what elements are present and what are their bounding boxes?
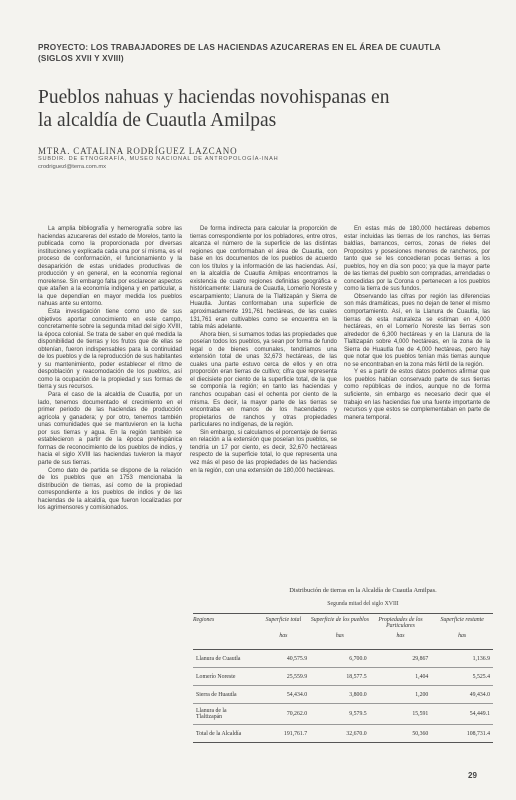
unit-cell: has bbox=[310, 633, 370, 650]
header-superficie-restante: Superficie restante bbox=[431, 614, 493, 634]
project-line-1: PROYECTO: LOS TRABAJADORES DE LAS HACIENDAS AZUCARERAS EN EL ÁREA DE CUAUTLA bbox=[38, 43, 441, 52]
table-row bbox=[193, 704, 493, 725]
land-distribution-table bbox=[193, 613, 493, 743]
table-title: Distribución de tierras en la Alcaldía de Cuautla Amilpas. bbox=[289, 587, 437, 594]
value-cell: 18,577.5 bbox=[310, 668, 370, 686]
value-cell: 191,761.7 bbox=[257, 725, 310, 743]
value-cell: 40,575.9 bbox=[257, 650, 310, 668]
header-superficie-total: Superficie total bbox=[257, 614, 310, 634]
header-superficie-pueblos: Superficie de los pueblos bbox=[310, 614, 370, 634]
table-row bbox=[193, 668, 493, 686]
project-heading bbox=[38, 42, 488, 64]
author-name: MTRA. CATALINA RODRÍGUEZ LAZCANO bbox=[38, 146, 238, 156]
value-cell: 6,700.0 bbox=[310, 650, 370, 668]
title-line-2: la alcaldía de Cuautla Amilpas bbox=[38, 110, 277, 131]
paragraph: Sin embargo, si calculamos el porcentaje de tierras en relación a la extensión que poseían los pueblos, se tendría un 17 por ciento, es decir, 32,670 hectáreas respecto de la superficie total, lo que representa una vez más el peso de las propiedades de las haciendas en la región, con una extensión de 180,000 hectáreas. bbox=[190, 429, 337, 474]
text-column-3 bbox=[344, 226, 490, 422]
region-cell: Total de la Alcaldía bbox=[193, 725, 257, 743]
unit-cell: has bbox=[257, 633, 310, 650]
value-cell: 25,559.9 bbox=[257, 668, 310, 686]
value-cell: 70,262.0 bbox=[257, 704, 310, 725]
page-number: 29 bbox=[468, 771, 477, 780]
value-cell: 50,360 bbox=[370, 725, 432, 743]
value-cell: 1,136.9 bbox=[431, 650, 493, 668]
value-cell: 49,434.0 bbox=[431, 686, 493, 704]
paragraph: De forma indirecta para calcular la proporción de tierras correspondiente por los pobladores, entre otros, alcanza el número de la superficie de las distintas regiones que conformaban el área de Cuautla, con base en los documentos de los pueblos de acuerdo con los títulos y la información de las haciendas. Así, en la alcaldía de Cuautla Amilpas encontramos la existencia de cuatro regiones definidas geográfica e históricamente: Llanura de Cuautla, Lomerío Noreste y escarpamiento; Llanura de la Tlaltizapán y Sierra de Huautla. Juntas conformaban una superficie de aproximadamente 191,761 hectáreas, de las cuales 131,761 eran cultivables como se encuentra en la tabla más adelante. bbox=[190, 226, 337, 331]
paragraph: Para el caso de la alcaldía de Cuautla, por un lado, tenemos documentado el crecimiento en el primer periodo de las haciendas de producción agrícola y ganadera; y por otro, tenemos también unas comunidades que se mantuvieron en la lucha por sus tierras y agua. En la región también se establecieron a partir de la época prehispánica formas de reconocimiento de los pueblos de indios, y hacia el siglo XVIII las haciendas tuvieron la mayor parte de sus tierras. bbox=[38, 392, 182, 466]
header-regiones: Regiones bbox=[193, 614, 257, 634]
paragraph: La amplia bibliografía y hemerografía sobre las haciendas azucareras del estado de Morelos, tanto la publicada como la proporcionada por diversas instituciones y explicada cada una por sí misma, es el proceso de conformación, el funcionamiento y la desaparición de estas unidades productivas de producción y en general, en la economía regional morelense. Sin embargo falta por esclarecer aspectos que atañen a la economía indígena y en particular, a la que dependían en mayor medida los pueblos nahuas ante su entorno. bbox=[38, 226, 182, 308]
project-line-2: (SIGLOS XVII Y XVIII) bbox=[38, 54, 124, 63]
region-cell: Llanura de Cuautla bbox=[193, 650, 257, 668]
region-cell: Lomerío Noreste bbox=[193, 668, 257, 686]
paragraph: Esta investigación tiene como uno de sus objetivos aportar conocimiento en este campo, concretamente sobre la segunda mitad del siglo XVIII, la época colonial. Se trata de saber en qué medida la disponibilidad de tierras y los frutos que de ellas se obtenían, fueron indispensables para la continuidad de los pueblos y de la reproducción de sus habitantes y su mantenimiento, poder establecer el ritmo de despoblación y reacomodación de los pueblos, así como la ocupación de la propiedad y sus formas de tierra y sus recursos. bbox=[38, 309, 182, 391]
value-cell: 29,867 bbox=[370, 650, 432, 668]
value-cell: 54,434.0 bbox=[257, 686, 310, 704]
value-cell: 54,449.1 bbox=[431, 704, 493, 725]
table-row-total bbox=[193, 725, 493, 743]
value-cell: 108,731.4 bbox=[431, 725, 493, 743]
paragraph: Como dato de partida se dispone de la relación de los pueblos que en 1753 mencionaba la distribución de tierras, así como de la propiedad correspondiente a los pueblos de indios y de las haciendas de la alcaldía, que fueron localizadas por los agrimensores y comisionados. bbox=[38, 467, 182, 512]
header-propiedades-particulares: Propiedades de los Particulares bbox=[370, 614, 432, 634]
author-affiliation: SUBDIR. DE ETNOGRAFÍA, MUSEO NACIONAL DE ANTROPOLOGÍA-INAH bbox=[38, 156, 279, 162]
table-subtitle: Segunda mitad del siglo XVIII bbox=[327, 601, 399, 607]
value-cell: 3,800.0 bbox=[310, 686, 370, 704]
text-column-2 bbox=[190, 226, 337, 475]
title-line-1: Pueblos nahuas y haciendas novohispanas en bbox=[38, 87, 390, 108]
value-cell: 1,404 bbox=[370, 668, 432, 686]
author-email: crodriguezl@terra.com.mx bbox=[38, 164, 107, 170]
paragraph: En estas más de 180,000 hectáreas debemos estar incluidas las tierras de los ranchos, las tierras baldías, barrancos, cerros, zonas de rieles del Propositos y posesiones menores de rancheros, por tanto que se les concedieran pocas tierras a los pueblos, hoy en día son poco; ya que la mayor parte de las tierras del pueblo son compradas, arrendadas o concedidas por la Corona o pertenecen a los pueblos como la tierra de sus fundos. bbox=[344, 226, 490, 293]
region-cell: Sierra de Huautla bbox=[193, 686, 257, 704]
paragraph: Observando las cifras por región las diferencias son más dramáticas, pues no dejan de tener el mismo comportamiento. Así, en la Llanura de Cuautla, las tierras de esta naturaleza se estiman en 4,000 hectáreas, en el Lomerío Noreste las tierras son alrededor de 6,300 hectáreas y en la Llanura de la Tlaltizapán sobre 4,000 hectáreas, en la zona de la Sierra de Huautla fue de 4,000 hectáreas, pero hay que notar que los pueblos tenían más tierras aunque no se encontraban en la zona más fértil de la región. bbox=[344, 293, 490, 368]
table-row bbox=[193, 686, 493, 704]
value-cell: 5,525.4 bbox=[431, 668, 493, 686]
value-cell: 15,591 bbox=[370, 704, 432, 725]
unit-cell: has bbox=[431, 633, 493, 650]
unit-empty bbox=[193, 633, 257, 650]
paragraph: Y es a partir de estos datos podemos afirmar que los pueblos habían conservado parte de sus tierras como repúblicas de indios, aunque no de forma suficiente, sin embargo es necesario decir que el trabajo en las haciendas fue una fuente importante de recursos y que estos se complementaban en parte de manera temporal. bbox=[344, 369, 490, 421]
value-cell: 32,670.0 bbox=[310, 725, 370, 743]
table-row bbox=[193, 650, 493, 668]
unit-cell: has bbox=[370, 633, 432, 650]
value-cell: 1,200 bbox=[370, 686, 432, 704]
value-cell: 9,579.5 bbox=[310, 704, 370, 725]
region-cell: Llanura de la Tlaltizapán bbox=[193, 704, 257, 725]
article-title bbox=[38, 86, 488, 132]
text-column-1 bbox=[38, 226, 182, 513]
paragraph: Ahora bien, si sumamos todas las propiedades que poseían todos los pueblos, ya sean por forma de fundo legal o de bienes comunales, tendríamos una extensión total de unas 32,673 hectáreas, de las cuales una parte estuvo cerca de ellos y en otra proporción eran tierras de cultivo; cifra que representa el diecisiete por ciento de la superficie total, de la que se componía la región; en tanto las haciendas y ranchos ocupaban casi el ochenta por ciento de la misma. Es decir, la mayor parte de las tierras se encontraba en manos de los hacendados y propietarios de ranchos y otras propiedades particulares no indígenas, de la región. bbox=[190, 331, 337, 429]
